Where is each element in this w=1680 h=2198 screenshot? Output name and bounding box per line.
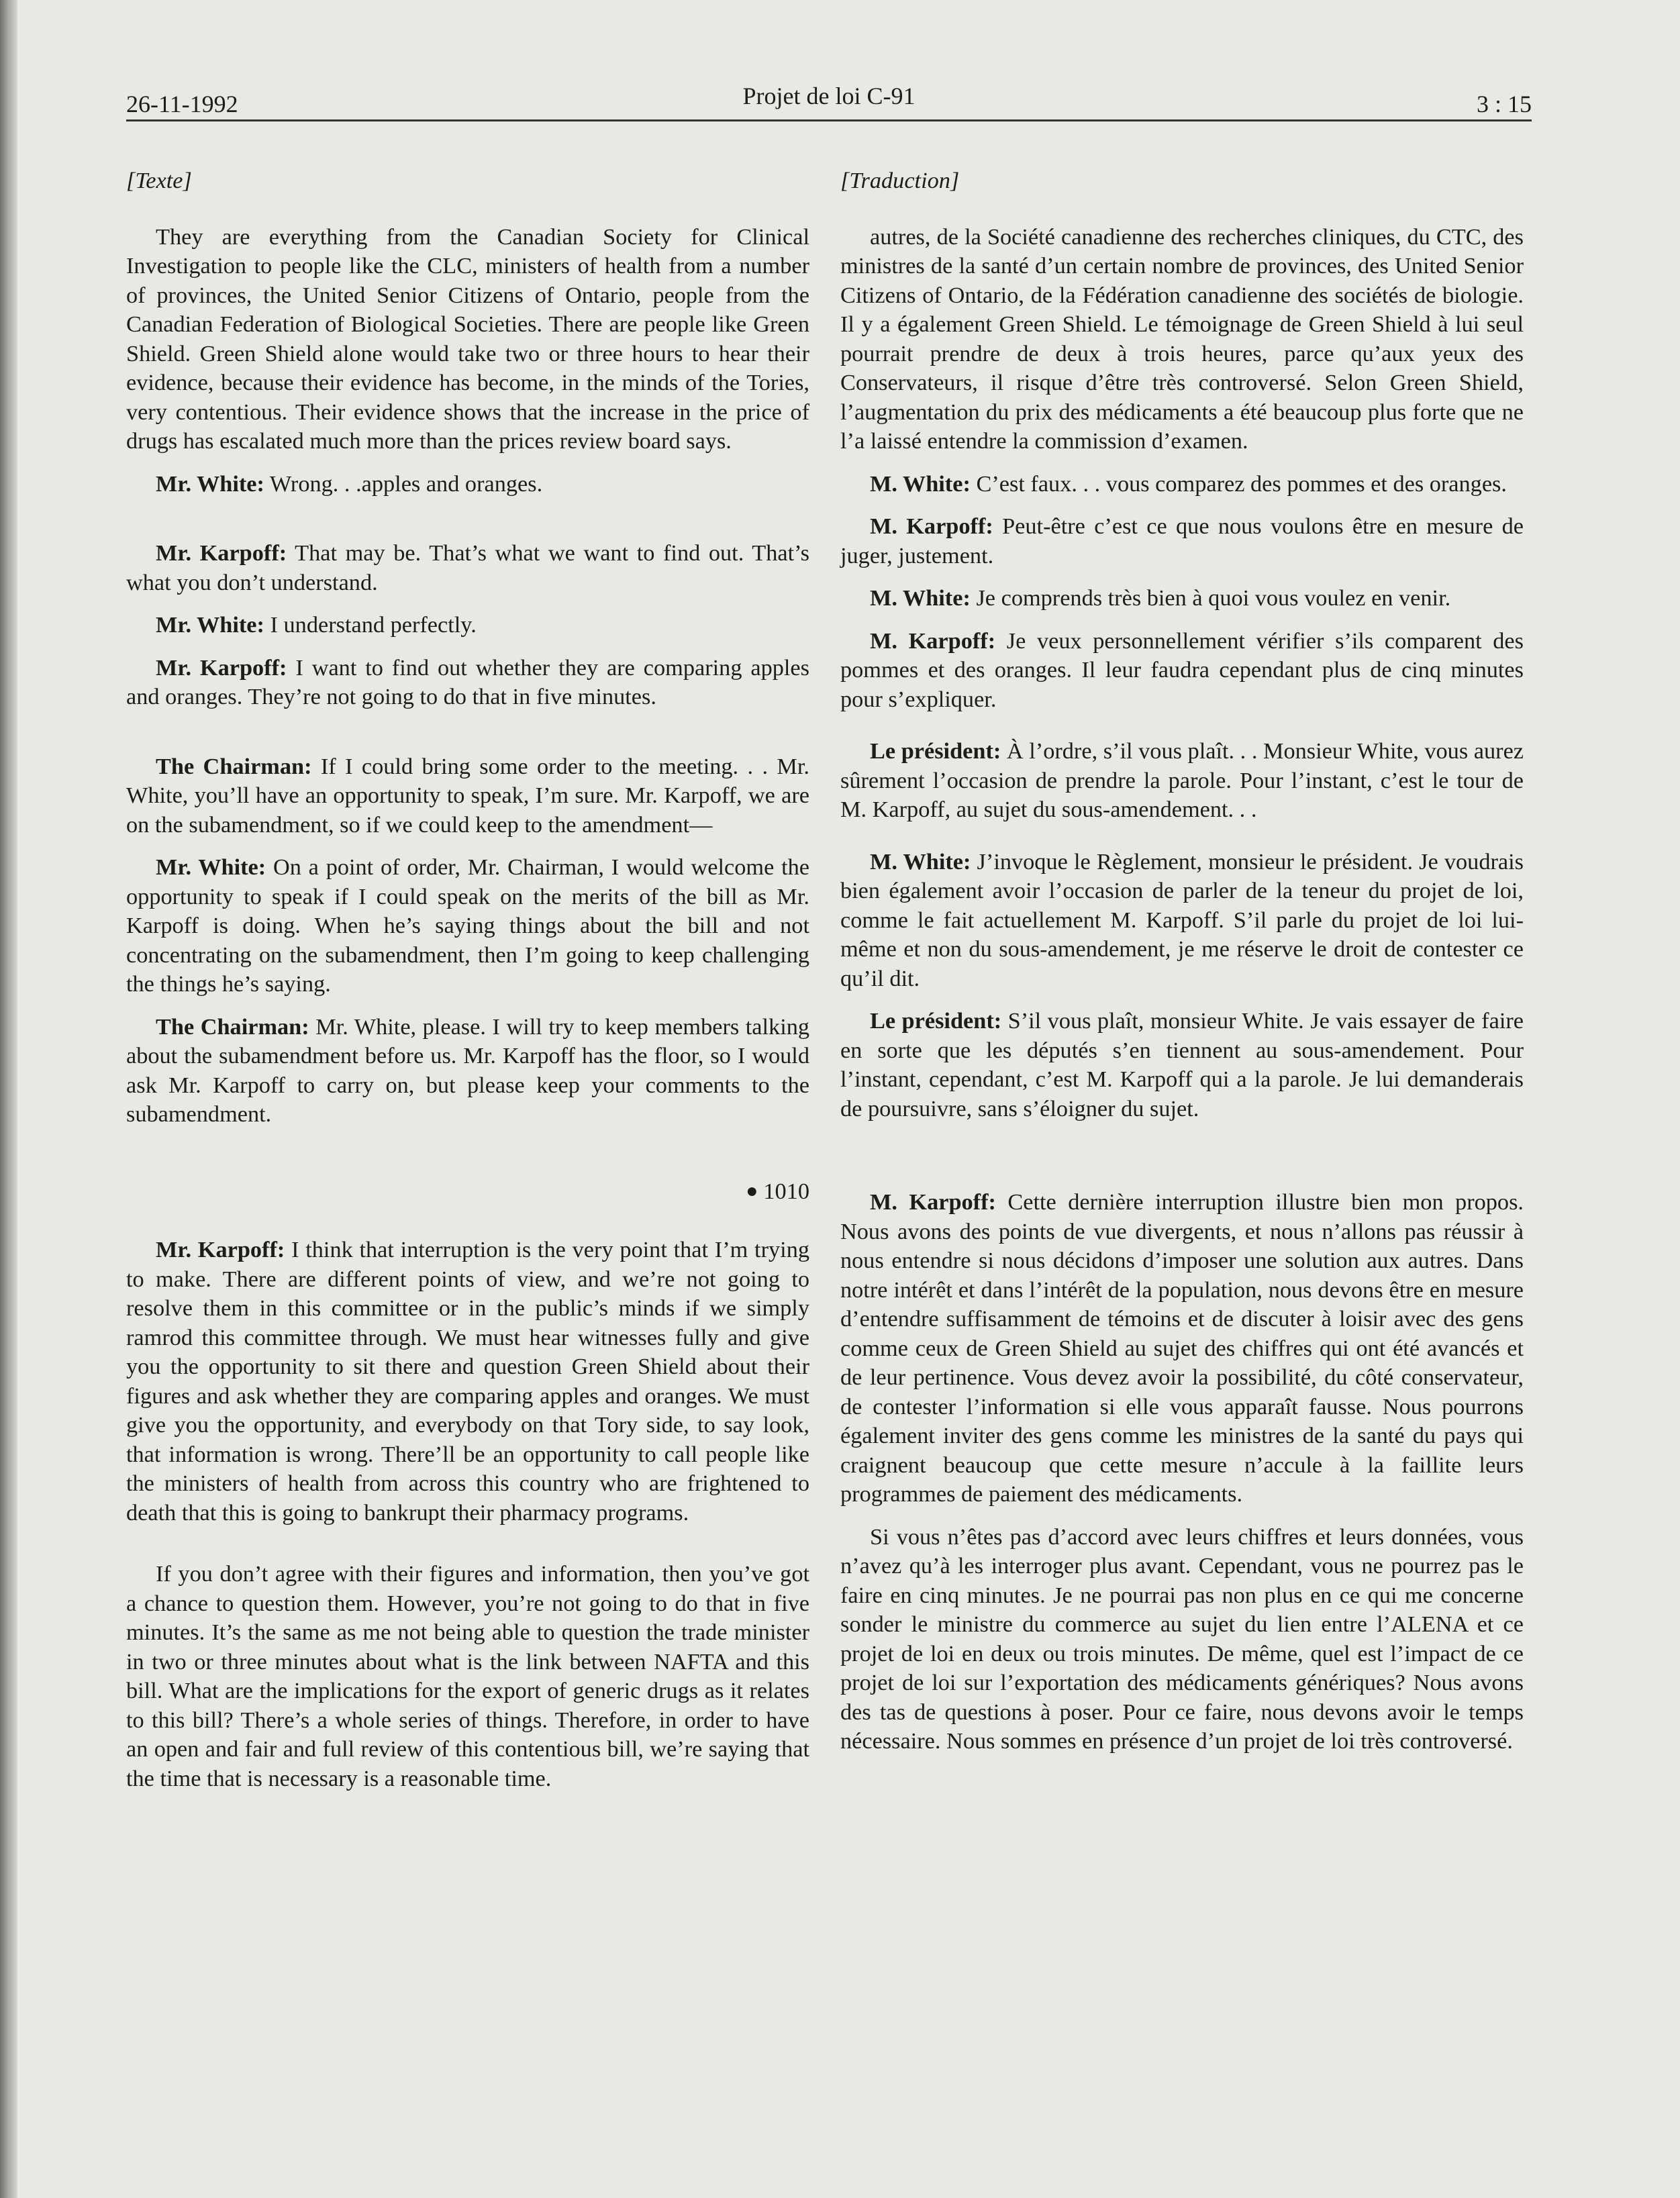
bullet-icon: ● [746, 1179, 758, 1202]
paragraph [840, 1007, 1524, 1123]
speech-text: That may be. That’s what we want to find out. That’s what you don’t understand. [126, 540, 809, 595]
header-rule [126, 119, 1532, 121]
speech-text: Mr. White, please. I will try to keep members talking about the subamendment before us. Mr. Karpoff has the floor, so I would ask Mr. Karpoff to carry on, but please keep your comments to the subamendment. [126, 1013, 810, 1127]
header-title: Projet de loi C-91 [742, 83, 916, 109]
speaker-name: M. Karpoff: [870, 628, 996, 654]
paragraph: autres, de la Société canadienne des recherches cliniques, du CTC, des ministres de la santé d’un certain nombre de provinces, des United Senior Citizens of Ontario, de la Fédération canadienne des sociétés de biologie. Il y a également Green Shield. Le témoignage de Green Shield à lui seul pourrait prendre de deux à trois heures, parce qu’aux yeux des Conservateurs, il risque d’être très controversé. Selon Green Shield, l’augmentation du prix des médicaments a été beaucoup plus forte que ne l’a laissé entendre la commission d’examen. [840, 223, 1524, 454]
paragraph [840, 470, 1524, 499]
speech-text: Je comprends très bien à quoi vous voulez en venir. [970, 585, 1451, 611]
english-column [126, 166, 809, 1793]
paragraph [840, 512, 1524, 570]
speech-text: I understand perfectly. [264, 612, 477, 638]
speaker-name: M. Karpoff: [870, 1189, 996, 1215]
header-date: 26-11-1992 [126, 91, 238, 117]
speech-text: S’il vous plaît, monsieur White. Je vais essayer de faire en sorte que les députés s’en tiennent au sous-amendement. Pour l’instant, cependant, c’est M. Karpoff qui a la parole. Je lui demanderais de poursuivre, sans s’éloigner du sujet. [840, 1008, 1524, 1121]
paragraph [126, 470, 809, 499]
paragraph: They are everything from the Canadian Society for Clinical Investigation to people like the CLC, ministers of health from a number of provinces, the United Senior Citizens of Ontario, people from the Canadian Federation of Biological Societies. There are people like Green Shield. Green Shield alone would take two or three hours to hear their evidence, because their evidence has become, in the minds of the Tories, very contentious. Their evidence shows that the increase in the price of drugs has escalated much more than the prices review board says. [126, 223, 809, 454]
page-header [126, 82, 1532, 122]
paragraph [840, 1188, 1524, 1509]
speaker-name: M. White: [870, 585, 971, 611]
book-spine-shadow [0, 0, 17, 2198]
speaker-name: M. White: [870, 470, 971, 497]
paragraph [126, 539, 809, 597]
speech-text: Wrong. . .apples and oranges. [264, 470, 543, 497]
speech-text: I want to find out whether they are comparing apples and oranges. They’re not going to do that in five minutes. [126, 654, 809, 709]
speaker-name: Le président: [870, 1008, 1002, 1034]
header-page-number: 3 : 15 [1476, 91, 1532, 117]
time-value: 1010 [763, 1178, 809, 1204]
paragraph [126, 1236, 809, 1528]
speaker-name: Mr. Karpoff: [156, 1237, 285, 1262]
speaker-name: Mr. Karpoff: [156, 654, 287, 681]
paragraph [840, 627, 1524, 715]
paragraph [840, 737, 1524, 825]
speaker-name: Mr. Karpoff: [156, 540, 287, 566]
paragraph: If you don’t agree with their figures and information, then you’ve got a chance to question them. However, you’re not going to do that in five minutes. It’s the same as me not being able to question the trade minister in two or three minutes about what is the link between NAFTA and this bill. What are the implications for the export of generic drugs as it relates to this bill? There’s a whole series of things. Therefore, in order to have an open and fair and full review of this contentious bill, we’re saying that the time that is necessary is a reasonable time. [126, 1561, 809, 1791]
speech-text: Je veux personnellement vérifier s’ils comparent des pommes et des oranges. Il leur faudra cependant plus de cinq minutes pour s’expliquer. [840, 628, 1524, 712]
speech-text: On a point of order, Mr. Chairman, I would welcome the opportunity to speak if I could speak on the merits of the bill as Mr. Karpoff is doing. When he’s saying things about the bill and not concentrating on the subamendment, then I’m going to keep challenging the things he’s saying. [126, 854, 809, 997]
speech-text: J’invoque le Règlement, monsieur le président. Je voudrais bien également avoir l’occasion de parler de la teneur du projet de loi, comme le fait actuellement M. Karpoff. S’il parle du projet de loi lui-même et non du sous-amendement, je me réserve le droit de contester ce qu’il dit. [840, 848, 1524, 991]
speaker-name: Mr. White: [156, 470, 264, 497]
speech-text: I think that interruption is the very point that I’m trying to make. There are different points of view, and we’re not going to resolve them in this committee or in the public’s minds if we simply ramrod this committee through. We must hear witnesses fully and give you the opportunity to sit there and question Green Shield about their figures and ask whether they are comparing apples and oranges. We must give you the opportunity, and everybody on that Tory side, to say look, that information is wrong. There’ll be an opportunity to call people like the ministers of health from across this country who are frightened to death that this is going to bankrupt their pharmacy programs. [126, 1237, 809, 1526]
speaker-name: Mr. White: [156, 612, 264, 638]
speech-text: Peut-être c’est ce que nous voulons être en mesure de juger, justement. [840, 513, 1524, 568]
paragraph: Si vous n’êtes pas d’accord avec leurs chiffres et leurs données, vous n’avez qu’à les interroger plus avant. Cependant, vous ne pourrez pas le faire en cinq minutes. Je ne pourrai pas non plus en ce qui me concerne sonder le ministre du commerce au sujet du lien entre l’ALENA et ce projet de loi en deux ou trois minutes. De même, quel est l’impact de ce projet de loi sur l’exportation des médicaments génériques? Nous avons des tas de questions à poser. Pour ce faire, nous devons avoir le temps nécessaire. Nous sommes en présence d’un projet de loi très controversé. [840, 1523, 1524, 1754]
paragraph [840, 584, 1524, 613]
column-label: [Traduction] [840, 168, 960, 193]
column-label: [Texte] [126, 168, 192, 193]
speaker-name: M. White: [870, 848, 971, 875]
speaker-name: M. Karpoff: [870, 513, 993, 539]
speaker-name: Le président: [870, 738, 1001, 764]
speaker-name: Mr. White: [156, 854, 266, 880]
paragraph [840, 848, 1524, 994]
paragraph [126, 853, 809, 999]
speech-text: C’est faux. . . vous comparez des pommes et des oranges. [970, 470, 1507, 497]
speech-text: À l’ordre, s’il vous plaît. . . Monsieur White, vous aurez sûrement l’occasion de prendre la parole. Pour l’instant, c’est le tour de M. Karpoff, au sujet du sous-amendement. . . [840, 738, 1524, 822]
speech-text: If I could bring some order to the meeting. . . Mr. White, you’ll have an opportunity to speak, I’m sure. Mr. Karpoff, we are on the subamendment, so if we could keep to the amendment— [126, 753, 809, 838]
paragraph [126, 611, 809, 640]
speaker-name: The Chairman: [156, 753, 312, 779]
paragraph [126, 654, 809, 712]
french-column [840, 166, 1524, 1756]
paragraph [126, 752, 809, 840]
paragraph [126, 1013, 809, 1130]
time-marker [126, 1177, 809, 1207]
speech-text: Cette dernière interruption illustre bien mon propos. Nous avons des points de vue divergents, et nous n’allons pas réussir à nous entendre si nous décidons d’imposer une solution aux autres. Dans notre intérêt et dans l’intérêt de la population, nous devons être en mesure d’entendre suffisamment de témoins et de discuter à loisir avec des gens comme ceux de Green Shield au sujet des chiffres qui ont été avancés et de leur pertinence. Vous devez avoir la possibilité, du côté conservateur, de contester l’information si elle vous apparaît fausse. Nous pourrons également inviter des gens comme les ministres de la santé du pays qui craignent beaucoup que cette mesure n’accule à la faillite leurs programmes de paiement des médicaments. [840, 1189, 1524, 1507]
speaker-name: The Chairman: [156, 1013, 309, 1040]
